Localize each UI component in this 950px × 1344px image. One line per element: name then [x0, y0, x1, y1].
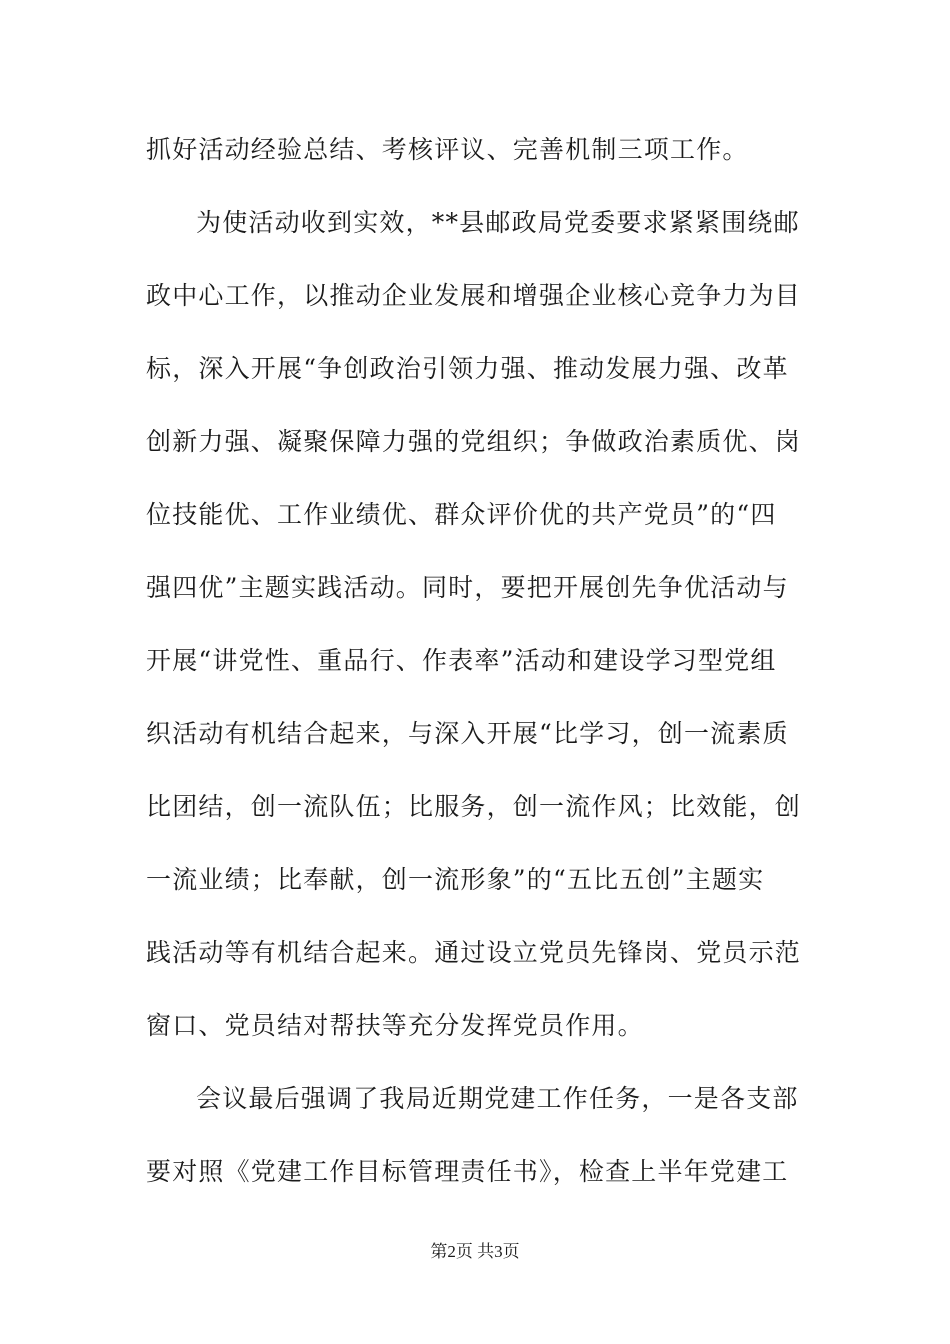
- text-line: 窗口、党员结对帮扶等充分发挥党员作用。: [146, 1011, 644, 1040]
- text-line: 要对照《党建工作目标管理责任书》，检查上半年党建工: [146, 1157, 789, 1186]
- text-line: 创新力强、凝聚保障力强的党组织；争做政治素质优、岗: [146, 427, 802, 456]
- paragraph-start-line: 会议最后强调了我局近期党建工作任务，一是各支部: [196, 1084, 799, 1113]
- text-line: 开展“讲党性、重品行、作表率”活动和建设学习型党组: [146, 646, 777, 675]
- text-line: 抓好活动经验总结、考核评议、完善机制三项工作。: [146, 135, 749, 164]
- text-line: 践活动等有机结合起来。通过设立党员先锋岗、党员示范: [146, 938, 802, 967]
- page-number-footer: 第2页 共3页: [430, 1242, 520, 1261]
- text-line: 政中心工作，以推动企业发展和增强企业核心竞争力为目: [146, 281, 802, 310]
- text-line: 位技能优、工作业绩优、群众评价优的共产党员”的“四: [146, 500, 777, 529]
- text-line: 比团结，创一流队伍；比服务，创一流作风；比效能，创: [146, 792, 802, 821]
- paragraph-start-line: 为使活动收到实效，**县邮政局党委要求紧紧围绕邮: [196, 208, 800, 237]
- text-line: 一流业绩；比奉献，创一流形象”的“五比五创”主题实: [146, 865, 765, 894]
- text-line: 标，深入开展“争创政治引领力强、推动发展力强、改革: [146, 354, 789, 383]
- text-line: 织活动有机结合起来，与深入开展“比学习，创一流素质: [146, 719, 789, 748]
- text-line: 强四优”主题实践活动。同时，要把开展创先争优活动与: [146, 573, 789, 602]
